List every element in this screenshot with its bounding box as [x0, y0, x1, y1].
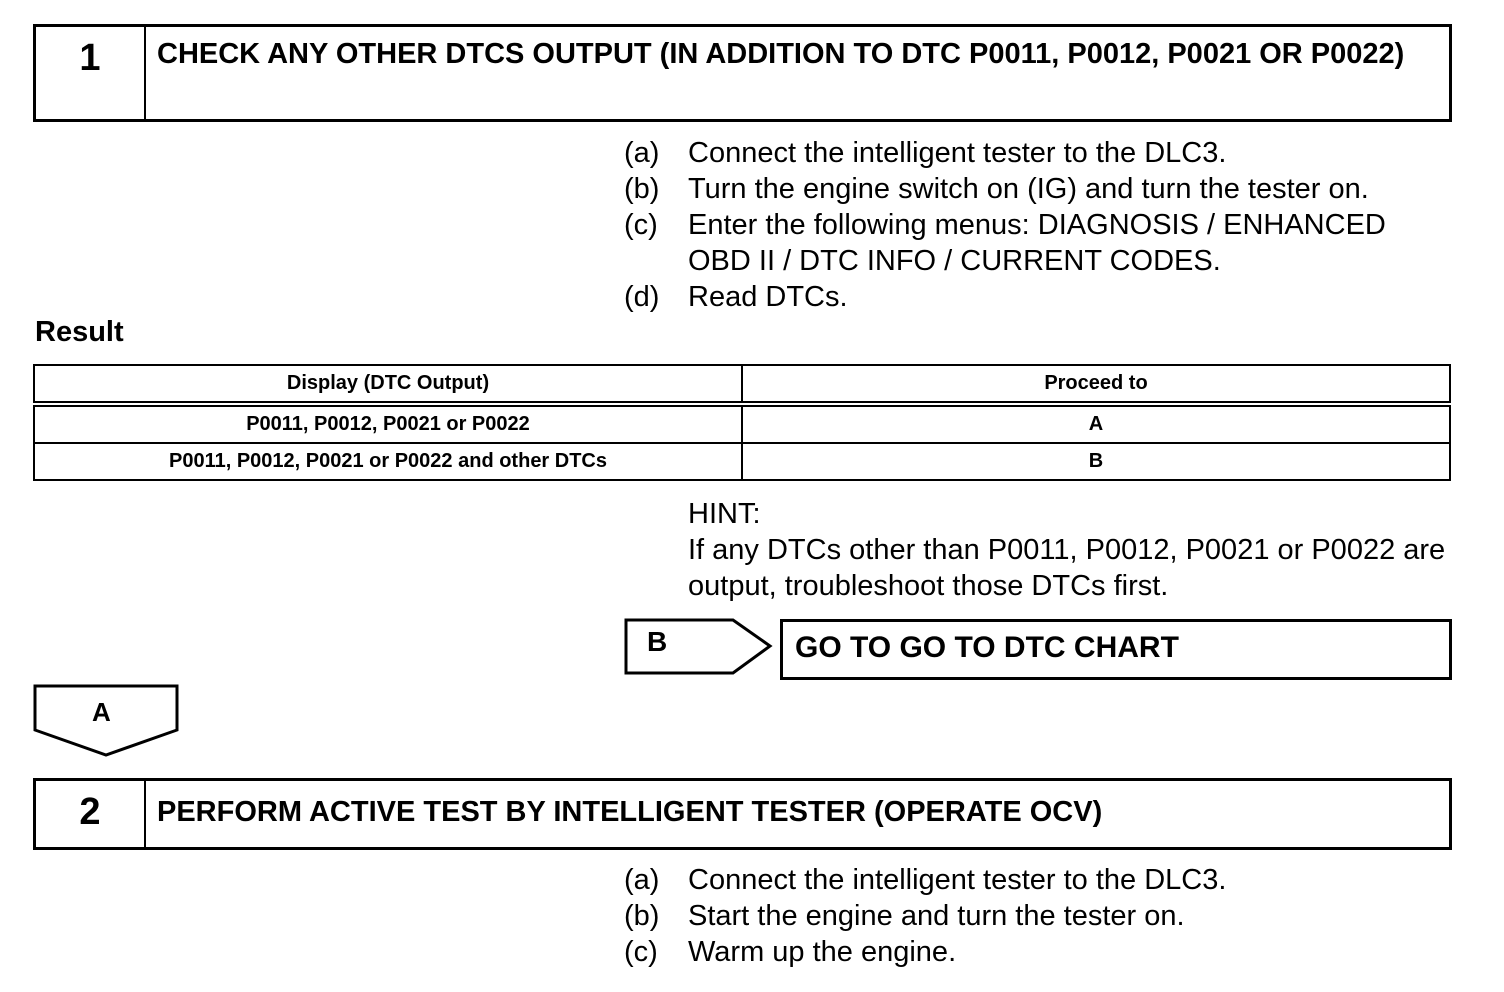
step-1-title: CHECK ANY OTHER DTCS OUTPUT (IN ADDITION TO DTC P0011, P0012, P0021 OR P0022) — [157, 38, 1405, 70]
instruction-text: Start the engine and turn the tester on. — [688, 900, 1185, 932]
table-row — [34, 443, 1450, 480]
instruction-item — [624, 171, 1454, 207]
instruction-label: (d) — [624, 281, 660, 313]
table-cell: A — [742, 404, 1450, 443]
instruction-item — [624, 862, 1454, 898]
hint-block — [688, 496, 1468, 604]
instruction-text: Turn the engine switch on (IG) and turn the tester on. — [688, 173, 1369, 205]
table-cell: B — [742, 443, 1450, 480]
branch-b-label: B — [647, 626, 668, 657]
hint-text: If any DTCs other than P0011, P0012, P0021 or P0022 are output, troubleshoot those DTCs first. — [688, 534, 1446, 602]
step-2-title: PERFORM ACTIVE TEST BY INTELLIGENT TESTER (OPERATE OCV) — [157, 796, 1103, 828]
instruction-item — [624, 207, 1454, 279]
instruction-item — [624, 898, 1454, 934]
step-1-header — [33, 24, 1452, 122]
result-heading: Result — [35, 316, 124, 348]
instruction-text: Read DTCs. — [688, 281, 848, 313]
step-2-instructions — [624, 862, 1454, 970]
instruction-label: (b) — [624, 900, 660, 932]
instruction-item — [624, 934, 1454, 970]
hint-label: HINT: — [688, 498, 761, 530]
instruction-item — [624, 279, 1454, 315]
table-row — [34, 404, 1450, 443]
step-2-number: 2 — [36, 781, 146, 847]
result-table — [33, 364, 1451, 481]
table-cell: P0011, P0012, P0021 or P0022 — [34, 404, 742, 443]
table-cell: P0011, P0012, P0021 or P0022 and other DTCs — [34, 443, 742, 480]
step-1-number: 1 — [36, 27, 146, 119]
instruction-text: Connect the intelligent tester to the DLC3. — [688, 137, 1227, 169]
instruction-text: Enter the following menus: DIAGNOSIS / ENHANCED OBD II / DTC INFO / CURRENT CODES. — [688, 209, 1386, 277]
step-2-header — [33, 778, 1452, 850]
instruction-label: (a) — [624, 137, 660, 169]
instruction-label: (a) — [624, 864, 660, 896]
instruction-text: Warm up the engine. — [688, 936, 957, 968]
instruction-label: (c) — [624, 936, 658, 968]
instruction-label: (c) — [624, 209, 658, 241]
column-header: Display (DTC Output) — [34, 365, 742, 404]
instruction-item — [624, 135, 1454, 171]
instruction-text: Connect the intelligent tester to the DLC3. — [688, 864, 1227, 896]
step-1-instructions — [624, 135, 1454, 315]
branch-a-label: A — [92, 697, 111, 727]
table-header-row — [34, 365, 1450, 404]
instruction-label: (b) — [624, 173, 660, 205]
column-header: Proceed to — [742, 365, 1450, 404]
goto-dtc-chart-link[interactable]: GO TO GO TO DTC CHART — [780, 619, 1452, 680]
